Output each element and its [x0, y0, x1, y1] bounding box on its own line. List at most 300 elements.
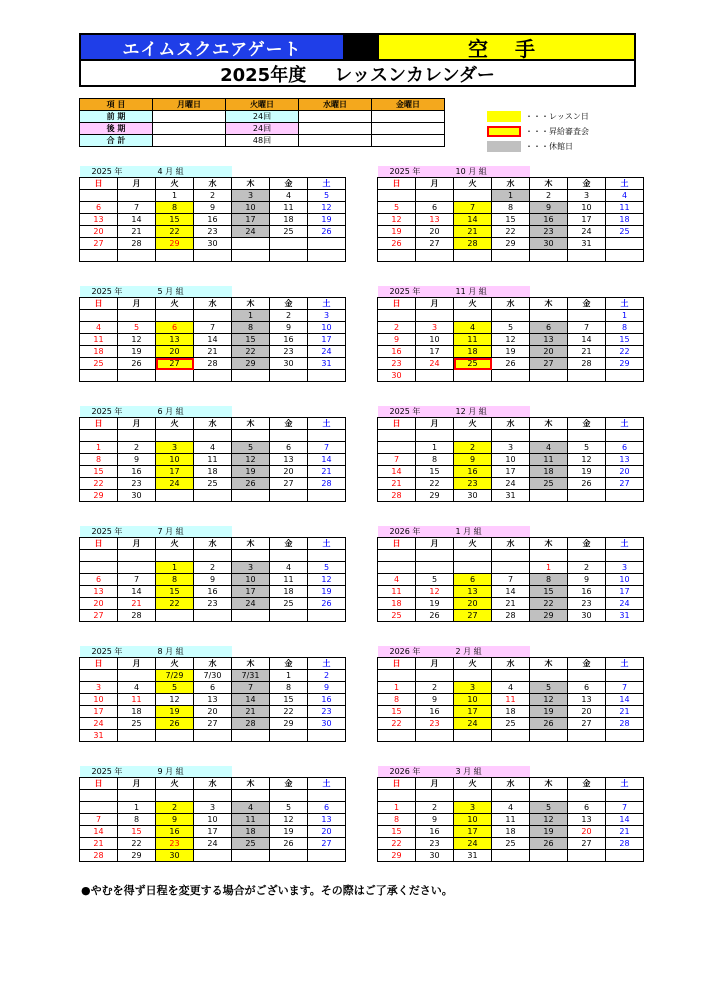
day-cell: 13 [568, 814, 606, 826]
day-cell: 2 [530, 190, 568, 202]
day-cell: 10 [492, 454, 530, 466]
day-cell: 8 [416, 454, 454, 466]
weekday-header: 水 [492, 178, 530, 190]
summary-cell [153, 123, 226, 135]
day-cell [378, 790, 416, 802]
day-cell: 1 [270, 670, 308, 682]
day-cell [492, 850, 530, 862]
legend-swatch-exam [487, 126, 521, 137]
day-cell [118, 310, 156, 322]
day-cell: 27 [194, 718, 232, 730]
summary-col-mon: 月曜日 [153, 99, 226, 111]
day-cell [606, 550, 644, 562]
day-cell: 2 [156, 802, 194, 814]
header [79, 33, 636, 87]
day-cell: 27 [606, 478, 644, 490]
legend-label: ・・・昇給審査会 [525, 127, 589, 136]
day-cell: 29 [378, 850, 416, 862]
day-cell: 29 [530, 610, 568, 622]
day-cell: 21 [492, 598, 530, 610]
day-cell [270, 430, 308, 442]
day-cell: 19 [308, 214, 346, 226]
day-cell: 17 [606, 586, 644, 598]
day-cell [416, 190, 454, 202]
day-cell: 19 [492, 346, 530, 358]
day-cell: 26 [378, 238, 416, 250]
weekday-header: 日 [378, 778, 416, 790]
day-cell: 1 [606, 310, 644, 322]
weekday-header: 日 [80, 298, 118, 310]
day-cell: 19 [530, 826, 568, 838]
day-cell: 26 [308, 226, 346, 238]
day-cell: 11 [118, 694, 156, 706]
day-cell: 7 [568, 322, 606, 334]
day-cell [80, 370, 118, 382]
weekday-header: 水 [492, 298, 530, 310]
day-cell: 27 [454, 610, 492, 622]
day-cell: 24 [80, 718, 118, 730]
month-year: 2025 年 [378, 406, 454, 418]
day-cell [80, 550, 118, 562]
day-cell [378, 562, 416, 574]
month-year: 2026 年 [378, 766, 454, 778]
day-cell [194, 610, 232, 622]
day-cell: 3 [308, 310, 346, 322]
day-cell: 4 [270, 562, 308, 574]
day-cell: 14 [194, 334, 232, 346]
day-cell: 28 [454, 238, 492, 250]
day-cell: 29 [232, 358, 270, 370]
day-cell: 7 [454, 202, 492, 214]
day-cell [416, 430, 454, 442]
day-cell: 6 [194, 682, 232, 694]
weekday-header: 土 [606, 298, 644, 310]
day-cell: 31 [492, 490, 530, 502]
day-cell [530, 730, 568, 742]
day-cell: 7 [80, 814, 118, 826]
weekday-header: 金 [568, 418, 606, 430]
day-cell: 8 [156, 202, 194, 214]
weekday-header: 木 [232, 298, 270, 310]
weekday-header: 月 [416, 658, 454, 670]
day-cell: 20 [156, 346, 194, 358]
day-cell: 15 [156, 214, 194, 226]
day-cell: 7/29 [156, 670, 194, 682]
day-cell: 28 [118, 610, 156, 622]
day-cell [80, 430, 118, 442]
day-cell: 17 [416, 346, 454, 358]
weekday-header: 火 [454, 778, 492, 790]
day-cell: 21 [118, 598, 156, 610]
day-cell: 6 [80, 202, 118, 214]
day-cell [454, 310, 492, 322]
summary-header-row [80, 99, 445, 111]
day-cell: 7 [194, 322, 232, 334]
day-cell: 11 [270, 574, 308, 586]
day-cell: 21 [568, 346, 606, 358]
day-cell: 19 [232, 466, 270, 478]
weekday-header: 月 [118, 658, 156, 670]
day-cell [308, 730, 346, 742]
weekday-header: 水 [194, 298, 232, 310]
weekday-header: 月 [118, 778, 156, 790]
day-cell: 1 [492, 190, 530, 202]
day-cell: 22 [416, 478, 454, 490]
day-cell: 6 [80, 574, 118, 586]
weekday-header: 土 [606, 178, 644, 190]
day-cell: 25 [270, 598, 308, 610]
weekday-header: 木 [232, 658, 270, 670]
day-cell: 26 [530, 838, 568, 850]
weekday-header: 土 [606, 538, 644, 550]
day-cell: 26 [308, 598, 346, 610]
day-cell [232, 430, 270, 442]
month-label: 1 月 組 [454, 526, 530, 538]
day-cell: 25 [232, 838, 270, 850]
day-cell: 21 [606, 706, 644, 718]
day-cell: 3 [416, 322, 454, 334]
day-cell: 19 [416, 598, 454, 610]
day-cell: 4 [492, 682, 530, 694]
weekday-header: 火 [454, 538, 492, 550]
day-cell: 2 [308, 670, 346, 682]
day-cell [308, 490, 346, 502]
day-cell: 4 [232, 802, 270, 814]
day-cell [530, 490, 568, 502]
day-cell: 24 [232, 226, 270, 238]
day-cell: 19 [118, 346, 156, 358]
day-cell [568, 250, 606, 262]
day-cell [118, 250, 156, 262]
day-cell [194, 370, 232, 382]
day-cell: 20 [568, 826, 606, 838]
day-cell: 20 [194, 706, 232, 718]
weekday-header: 水 [492, 658, 530, 670]
day-cell: 20 [270, 466, 308, 478]
weekday-header: 火 [156, 418, 194, 430]
day-cell: 18 [80, 346, 118, 358]
month-label: 4 月 組 [156, 166, 232, 178]
summary-row-label: 前 期 [80, 111, 153, 123]
day-cell: 13 [530, 334, 568, 346]
day-cell: 24 [568, 226, 606, 238]
legend-swatch-lesson [487, 111, 521, 122]
day-cell: 5 [156, 682, 194, 694]
day-cell: 16 [416, 706, 454, 718]
weekday-header: 木 [232, 778, 270, 790]
day-cell [232, 370, 270, 382]
day-cell: 7/31 [232, 670, 270, 682]
day-cell [194, 430, 232, 442]
summary-cell: 48回 [226, 135, 299, 147]
day-cell [118, 790, 156, 802]
day-cell: 25 [492, 718, 530, 730]
summary-row-second-half [80, 123, 445, 135]
day-cell: 20 [416, 226, 454, 238]
weekday-header: 火 [454, 658, 492, 670]
day-cell: 28 [568, 358, 606, 370]
day-cell [80, 310, 118, 322]
day-cell: 24 [454, 838, 492, 850]
day-cell: 13 [270, 454, 308, 466]
day-cell: 12 [118, 334, 156, 346]
day-cell: 19 [270, 826, 308, 838]
day-cell: 11 [492, 694, 530, 706]
day-cell [530, 310, 568, 322]
day-cell: 28 [118, 238, 156, 250]
day-cell [80, 802, 118, 814]
day-cell: 17 [454, 706, 492, 718]
day-cell: 13 [454, 586, 492, 598]
day-cell [270, 550, 308, 562]
day-cell: 15 [118, 826, 156, 838]
day-cell [80, 190, 118, 202]
day-cell [606, 730, 644, 742]
weekday-header: 火 [156, 298, 194, 310]
day-cell: 15 [492, 214, 530, 226]
day-cell: 18 [530, 466, 568, 478]
weekday-header: 火 [156, 778, 194, 790]
day-cell: 14 [118, 214, 156, 226]
weekday-header: 木 [232, 538, 270, 550]
day-cell: 13 [416, 214, 454, 226]
month-label: 11 月 組 [454, 286, 530, 298]
day-cell: 15 [416, 466, 454, 478]
day-cell: 14 [492, 586, 530, 598]
day-cell [568, 490, 606, 502]
month-calendar [79, 766, 346, 862]
summary-col-wed: 水曜日 [299, 99, 372, 111]
month-year: 2025 年 [80, 766, 156, 778]
day-cell [232, 730, 270, 742]
day-cell [568, 850, 606, 862]
weekday-header: 月 [118, 538, 156, 550]
day-cell: 23 [118, 478, 156, 490]
weekday-header: 金 [568, 538, 606, 550]
weekday-header: 日 [80, 538, 118, 550]
month-calendar [79, 406, 346, 502]
day-cell: 9 [378, 334, 416, 346]
summary-cell [299, 111, 372, 123]
day-cell: 30 [568, 610, 606, 622]
month-calendar [377, 166, 644, 262]
day-cell: 17 [80, 706, 118, 718]
day-cell: 1 [118, 802, 156, 814]
day-cell: 26 [118, 358, 156, 370]
day-cell: 12 [378, 214, 416, 226]
day-cell: 12 [232, 454, 270, 466]
day-cell: 10 [232, 202, 270, 214]
day-cell: 29 [156, 238, 194, 250]
day-cell [156, 250, 194, 262]
day-cell: 1 [232, 310, 270, 322]
day-cell: 14 [378, 466, 416, 478]
day-cell: 12 [156, 694, 194, 706]
weekday-header: 水 [492, 778, 530, 790]
day-cell [378, 190, 416, 202]
day-cell: 7 [232, 682, 270, 694]
day-cell: 23 [530, 226, 568, 238]
day-cell: 13 [606, 454, 644, 466]
day-cell: 15 [378, 706, 416, 718]
day-cell [118, 670, 156, 682]
day-cell [416, 670, 454, 682]
day-cell [270, 730, 308, 742]
day-cell: 5 [308, 562, 346, 574]
day-cell: 1 [156, 190, 194, 202]
footnote: ●やむを得ず日程を変更する場合がございます。その際はご了承ください。 [81, 884, 453, 897]
day-cell [270, 370, 308, 382]
day-cell [118, 430, 156, 442]
day-cell: 25 [454, 358, 492, 370]
day-cell: 21 [232, 706, 270, 718]
day-cell [118, 730, 156, 742]
title-year: 2025年度 [220, 65, 307, 86]
month-year: 2026 年 [378, 646, 454, 658]
day-cell: 17 [308, 334, 346, 346]
day-cell: 6 [530, 322, 568, 334]
day-cell: 16 [194, 586, 232, 598]
day-cell [454, 370, 492, 382]
day-cell [194, 250, 232, 262]
day-cell: 25 [270, 226, 308, 238]
day-cell: 1 [80, 442, 118, 454]
day-cell: 3 [156, 442, 194, 454]
day-cell [308, 550, 346, 562]
day-cell: 19 [308, 586, 346, 598]
weekday-header: 水 [492, 418, 530, 430]
day-cell: 23 [454, 478, 492, 490]
day-cell: 30 [308, 718, 346, 730]
day-cell: 10 [156, 454, 194, 466]
weekday-header: 土 [308, 178, 346, 190]
weekday-header: 土 [606, 658, 644, 670]
day-cell [606, 670, 644, 682]
day-cell: 6 [568, 682, 606, 694]
day-cell [416, 550, 454, 562]
weekday-header: 木 [530, 538, 568, 550]
day-cell: 5 [492, 322, 530, 334]
day-cell [156, 550, 194, 562]
summary-cell [299, 123, 372, 135]
day-cell: 11 [194, 454, 232, 466]
legend-swatch-closed [487, 141, 521, 152]
day-cell: 9 [416, 814, 454, 826]
day-cell [118, 562, 156, 574]
day-cell: 5 [378, 202, 416, 214]
day-cell [194, 490, 232, 502]
day-cell [416, 790, 454, 802]
day-cell [232, 490, 270, 502]
day-cell: 2 [568, 562, 606, 574]
weekday-header: 土 [308, 778, 346, 790]
day-cell: 7 [606, 682, 644, 694]
day-cell: 16 [454, 466, 492, 478]
weekday-header: 土 [308, 658, 346, 670]
day-cell: 9 [308, 682, 346, 694]
day-cell: 13 [80, 214, 118, 226]
day-cell: 26 [568, 478, 606, 490]
day-cell [270, 790, 308, 802]
day-cell: 11 [454, 334, 492, 346]
day-cell: 15 [606, 334, 644, 346]
day-cell [378, 442, 416, 454]
day-cell: 14 [232, 694, 270, 706]
day-cell: 9 [454, 454, 492, 466]
weekday-header: 金 [568, 658, 606, 670]
day-cell: 27 [80, 238, 118, 250]
day-cell: 21 [80, 838, 118, 850]
day-cell: 22 [530, 598, 568, 610]
day-cell: 8 [270, 682, 308, 694]
day-cell: 16 [416, 826, 454, 838]
day-cell [454, 550, 492, 562]
weekday-header: 金 [568, 178, 606, 190]
day-cell [378, 310, 416, 322]
summary-row-label: 合 計 [80, 135, 153, 147]
day-cell: 5 [416, 574, 454, 586]
month-year: 2025 年 [80, 406, 156, 418]
day-cell [118, 550, 156, 562]
day-cell [492, 370, 530, 382]
brand-name: エイムスクエアゲート [81, 35, 343, 59]
weekday-header: 月 [118, 178, 156, 190]
day-cell: 18 [606, 214, 644, 226]
day-cell: 10 [454, 694, 492, 706]
month-calendar [377, 406, 644, 502]
day-cell: 27 [308, 838, 346, 850]
day-cell [568, 730, 606, 742]
weekday-header: 日 [80, 778, 118, 790]
day-cell: 21 [378, 478, 416, 490]
day-cell [530, 250, 568, 262]
summary-cell [372, 123, 445, 135]
day-cell [454, 730, 492, 742]
day-cell [568, 370, 606, 382]
day-cell: 25 [194, 478, 232, 490]
day-cell: 14 [308, 454, 346, 466]
day-cell [270, 490, 308, 502]
day-cell: 18 [454, 346, 492, 358]
day-cell: 27 [530, 358, 568, 370]
day-cell: 6 [568, 802, 606, 814]
day-cell: 22 [156, 598, 194, 610]
day-cell: 2 [454, 442, 492, 454]
day-cell: 19 [568, 466, 606, 478]
day-cell: 28 [606, 838, 644, 850]
day-cell: 27 [80, 610, 118, 622]
day-cell: 11 [378, 586, 416, 598]
day-cell [454, 430, 492, 442]
day-cell: 10 [80, 694, 118, 706]
day-cell: 3 [80, 682, 118, 694]
day-cell: 12 [308, 574, 346, 586]
day-cell [416, 310, 454, 322]
day-cell: 5 [270, 802, 308, 814]
day-cell: 2 [194, 562, 232, 574]
day-cell [118, 370, 156, 382]
day-cell: 24 [606, 598, 644, 610]
day-cell [568, 790, 606, 802]
weekday-header: 金 [270, 178, 308, 190]
day-cell: 9 [416, 694, 454, 706]
month-year: 2025 年 [80, 646, 156, 658]
weekday-header: 土 [606, 418, 644, 430]
weekday-header: 火 [156, 538, 194, 550]
day-cell [606, 790, 644, 802]
month-label: 10 月 組 [454, 166, 530, 178]
day-cell: 25 [80, 358, 118, 370]
